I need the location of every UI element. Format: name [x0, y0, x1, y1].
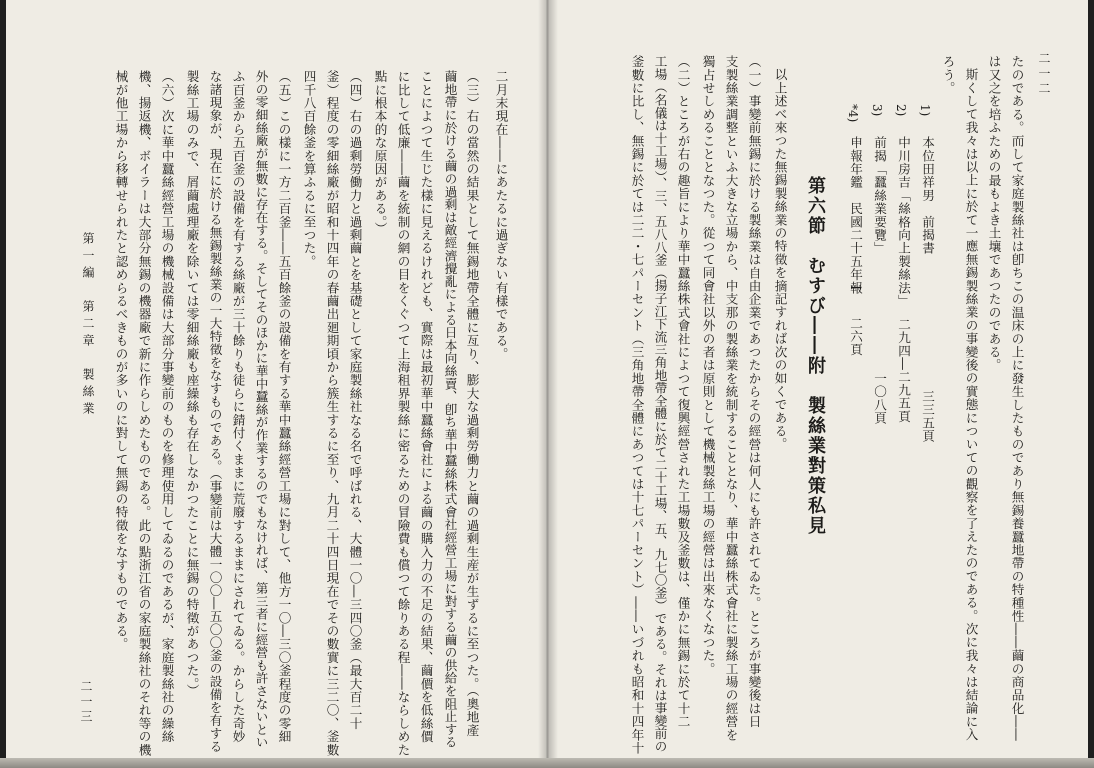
reference-number: 2) [894, 104, 908, 117]
reference-number: 1) [918, 104, 932, 117]
left-body-line-9: 四千八百餘釜を算ふるに至つた。 [301, 70, 317, 268]
left-body-line-16: 機、揚返機、ボイラーは大部分無錫の機器廠で新に作らしめたものである。此の點浙江省の家庭製絲社のそれ等の機 [136, 70, 152, 757]
left-body-line-11: 外の零細絲廠が無數に存在する。そしてそのほかに華中蠶絲が作業するのでもなければ、第三者に經營も許さないとい [253, 70, 269, 749]
left-page-number: 二一三 [79, 680, 93, 725]
reference-title: 申報年鑑 民國二十五年報 [848, 136, 863, 295]
reference-title: 本位田祥男 前揭書 [920, 136, 935, 255]
right-body-line-7: 支製絲業調整といふ大きな立場から、中支那の製絲業を統制することとなり、華中蠶絲株式會社に製絲工場の經營を [723, 55, 739, 742]
reference-number: 3) [870, 104, 884, 117]
scan-edge-left [0, 0, 6, 768]
running-footer: 第一編 第二章 製絲業 [81, 232, 95, 419]
reference-title: 中川房吉「絲格向上製絲法」 [896, 136, 911, 308]
right-body-line-11: 釜數に比し、無錫に於ては二二・七パーセント（三角地帶全體にあつては十七パーセント）――いづれも昭和十四年十 [629, 55, 645, 755]
right-body-line-6: （一）事變前無錫に於ける製絲業は自由企業であつたからその經營は何人にも許されてゐた。ところが事變後は日 [746, 55, 762, 729]
reference-title: 前揭「蠶絲業要覽」 [872, 136, 887, 255]
left-body-line-7: （四）右の過剩勞働力と過剩繭とを基礎として家庭製絲社なる名で呼ばれる、大體一〇―三四〇釜（最大百二十 [347, 70, 363, 730]
left-body-line-15: （六）次に華中蠶絲經營工場の機械設備は大部分事變前のものを修理使用してゐるのであるが、家庭製絲社の繰絲 [159, 70, 175, 744]
right-body-line-2: は又之を培ふための最もよき土壤であつたのである。 [986, 55, 1002, 372]
reference-number: *4) [846, 104, 860, 123]
reference-page: 三三五頁 [920, 390, 935, 443]
book-gutter [538, 0, 558, 768]
right-body-line-4: ろう。 [940, 55, 956, 95]
left-body-line-3: 繭地帶に於ける繭の過剩は敵經濟攪亂による日本向絲賣、卽ち華中蠶絲株式會社經營工場に對する繭の供給を阻止する [442, 70, 458, 749]
left-body-line-13: な諸現象が、現在に於ける無錫製絲業の一大特徵をなすものである。（事變前は大體一〇〇―五〇〇釜の設備を有する [207, 70, 223, 753]
left-body-line-6: 點に根本的な原因がある。） [372, 70, 388, 236]
left-body-line-12: ふ百釜から五百釜の設備を有する絲廠が三十餘りも徒らに錆付くままに荒廢するままにされてゐる。からした奇妙 [230, 70, 246, 744]
right-body-line-8: 獨占せしめることとなつた。從つて同會社以外の者は原則として機械製絲工場の經營は出來なくなつた。 [700, 55, 716, 676]
reference-4 [839, 0, 869, 768]
right-body-line-1: たのである。而して家庭製絲社は卽ちこの温床の上に發生したものであり無錫養蠶地帶の特種性――繭の商品化―― [1009, 55, 1025, 742]
right-body-line-9: （二）ところが右の趣旨により華中蠶絲株式會社によつて復興經營された工場數及釜數は、僅かに無錫に於て十二 [675, 55, 691, 729]
scan-edge-right [1088, 0, 1094, 768]
right-page-number: 二一二 [1037, 52, 1051, 97]
left-body-line-1: 二月末現在――にあたるに過ぎない有樣である。 [493, 70, 509, 361]
left-body-line-10: （五）この樣に一方二百釜――五百餘釜の設備を有する華中蠶絲經營工場に對して、他方一〇―三〇釜程度の零細 [276, 70, 292, 744]
left-body-line-4: ことによつて生じた樣に見えるけれども、實際は最初華中蠶絲會社による繭の購入力の不足の結果、繭價を低絲價 [418, 70, 434, 744]
right-page [548, 0, 1094, 768]
left-body-line-14: 製絲工場のみで、屑繭處理廠を除いては零細絲廠も座繰絲も存在しなかつたことに無錫の特徵があつた。） [184, 70, 200, 698]
reference-page: 二九四―二九五頁 [896, 318, 911, 423]
reference-page: I 二六頁 [848, 285, 863, 356]
left-body-line-8: 釜）程度の零細絲廠が昭和十四年の春繭出廻期頃から簇生するに至り、九月二十四日現在でその數實に三二〇、釜數 [324, 70, 340, 757]
scan-edge-bottom [0, 758, 1094, 768]
right-body-line-10: 工場（名儀は十工場）、三、五八八釜（揚子江下流三角地帶全體に於て二十工場、五、九七〇釜）である。それは事變前の [652, 55, 668, 753]
right-body-line-5: 以上述べ來つた無錫製絲業の特徵を摘記すれば次の如くである。 [772, 68, 788, 451]
left-page [0, 0, 546, 768]
section-heading: 第六節 むすび――附 製絲業對策私見 [805, 176, 826, 536]
left-body-line-5: に比して低廉――繭を統制の網の目をくぐつて上海租界製絲に密るための冒險費も償つて餘りある程――ならしめた [395, 70, 411, 757]
left-body-line-2: （三）右の當然の結果として無錫地帶全體に亙り、膨大な過剩勞働力と繭の過剩生産が生ずるに至つた。（奧地產 [464, 70, 480, 737]
reference-page: 一〇八頁 [872, 372, 887, 425]
left-body-line-17: 械が他工場から移轉せられたと認めらるべきものが多いのに對して無錫の特徵をなすものである。 [113, 70, 129, 651]
right-body-line-3: 斯くして我々は以上に於て一應無錫製絲業の事變後の實態についての觀察を了えたのである。次に我々は結論に入 [963, 68, 979, 742]
